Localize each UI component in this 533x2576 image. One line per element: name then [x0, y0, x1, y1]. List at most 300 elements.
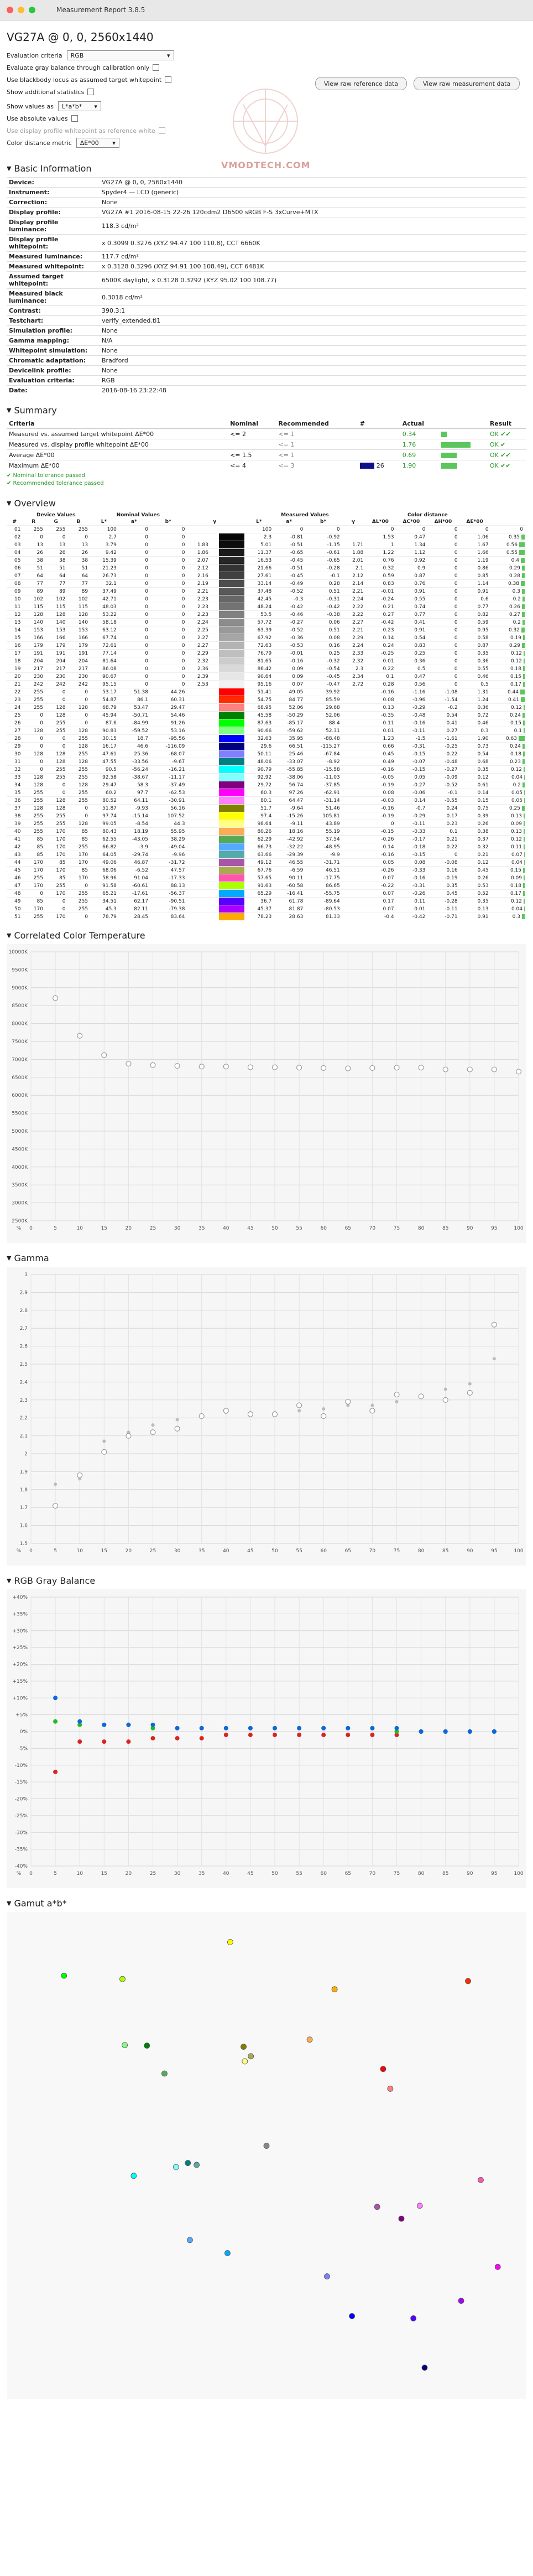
gamut-point	[264, 2143, 269, 2149]
color-swatch-cell	[219, 564, 244, 572]
overview-cell: 0.35	[427, 882, 459, 890]
overview-cell: -116.09	[150, 743, 186, 750]
minimize-window-button[interactable]	[18, 7, 24, 13]
nominal-cell: <= 2	[228, 429, 276, 439]
overview-cell: 56.16	[150, 805, 186, 812]
overview-cell: 0	[67, 812, 90, 820]
basic-info-row	[7, 208, 526, 217]
overview-row	[7, 704, 526, 712]
delta-e-value: 0.26	[509, 604, 520, 610]
overview-cell: 82.11	[118, 905, 150, 913]
close-window-button[interactable]	[7, 7, 13, 13]
color-swatch-cell	[219, 681, 244, 688]
color-swatch-cell	[219, 727, 244, 735]
overview-cell	[342, 750, 365, 758]
overview-cell	[342, 828, 365, 836]
color-swatch-cell	[219, 913, 244, 921]
overview-cell: -1.54	[427, 696, 459, 704]
data-point	[346, 1733, 350, 1737]
overview-cell: -29.74	[118, 851, 150, 859]
overview-cell	[210, 789, 220, 797]
overview-cell: 128	[45, 611, 67, 619]
overview-cell	[210, 727, 220, 735]
overview-cell: 85	[22, 843, 45, 851]
summary-section-toggle[interactable]	[7, 405, 526, 416]
overview-cell: 21.66	[244, 564, 273, 572]
data-point	[126, 1739, 130, 1744]
overview-cell: -56.24	[118, 766, 150, 774]
delta-e-cell	[490, 766, 526, 774]
gamut-point	[122, 2043, 128, 2048]
chart-background	[7, 1912, 526, 2399]
data-point	[150, 1430, 155, 1435]
overview-cell: 191	[67, 650, 90, 657]
overview-cell	[342, 898, 365, 905]
overview-cell: 49	[7, 898, 22, 905]
overview-cell: 255	[22, 820, 45, 828]
delta-e-bar	[523, 682, 525, 687]
overview-row	[7, 758, 526, 766]
delta-e-value: 0.09	[510, 821, 522, 827]
overview-cell: 88.13	[150, 882, 186, 890]
overview-cell: 58.18	[90, 619, 118, 626]
delta-e-value: 0.04	[511, 906, 522, 912]
nominal-point	[54, 1483, 57, 1486]
x-tick-label: 40	[223, 1548, 229, 1554]
basic-info-row	[7, 289, 526, 306]
overview-cell: -0.35	[365, 712, 395, 719]
overview-cell: 67.74	[90, 634, 118, 642]
overview-cell: 140	[67, 619, 90, 626]
overview-cell: 170	[45, 890, 67, 898]
overview-cell: 1.86	[186, 549, 210, 557]
overview-cell: 0.16	[305, 642, 341, 650]
overview-cell: 0	[273, 526, 305, 533]
basic-info-row	[7, 326, 526, 336]
overview-cell: 0.09	[273, 673, 305, 681]
data-point	[467, 1067, 472, 1072]
overview-cell: 170	[45, 913, 67, 921]
summary-header-cell: Recommended	[276, 419, 358, 429]
x-tick-label: 70	[369, 1871, 376, 1877]
delta-e-value: 0.32	[508, 627, 520, 633]
overview-cell	[342, 781, 365, 789]
overview-cell	[210, 851, 220, 859]
overview-cell: 255	[45, 526, 67, 533]
delta-e-bar	[524, 767, 525, 772]
delta-e-cell	[490, 595, 526, 603]
overview-cell: 204	[67, 657, 90, 665]
overview-cell	[342, 913, 365, 921]
overview-header-cell: a*	[286, 519, 292, 525]
summary-header-cell: #	[358, 419, 400, 429]
overview-cell: 11	[7, 603, 22, 611]
overview-cell: 33	[7, 774, 22, 781]
color-swatch	[219, 913, 244, 920]
overview-cell: 0	[427, 634, 459, 642]
overview-cell: 39.92	[305, 688, 341, 696]
overview-cell	[210, 549, 220, 557]
overview-cell: -56.37	[150, 890, 186, 898]
actual-bar	[441, 453, 457, 458]
summary-row	[7, 460, 526, 471]
overview-cell: 87.6	[90, 719, 118, 727]
overview-cell: 35.95	[273, 735, 305, 743]
overview-cell: -48.95	[305, 843, 341, 851]
x-tick-label: 60	[320, 1871, 327, 1877]
nominal-point	[297, 1409, 301, 1412]
overview-cell: 242	[67, 681, 90, 688]
overview-cell: 0	[67, 533, 90, 541]
overview-cell: 0	[22, 766, 45, 774]
x-tick-label: 85	[442, 1871, 449, 1877]
overview-cell	[186, 688, 210, 696]
overview-cell	[186, 828, 210, 836]
overview-cell: 66.51	[273, 743, 305, 750]
color-swatch-cell	[219, 867, 244, 874]
overview-cell: -0.29	[396, 812, 427, 820]
overview-cell: 0.49	[365, 758, 395, 766]
view-measurement-button[interactable]: View raw measurement data	[414, 77, 520, 90]
overview-cell: 05	[7, 557, 22, 564]
overview-row	[7, 843, 526, 851]
gray-balance-checkbox[interactable]	[153, 64, 159, 71]
delta-e-value: 0.15	[510, 720, 521, 726]
overview-cell: 91.04	[118, 874, 150, 882]
overview-cell: 03	[7, 541, 22, 549]
delta-e-value: 0.38	[508, 580, 519, 587]
color-swatch-cell	[219, 735, 244, 743]
delta-e-value: 0.18	[510, 751, 521, 757]
overview-cell: -0.46	[273, 611, 305, 619]
overview-cell: 1.34	[396, 541, 427, 549]
chart-background	[7, 944, 526, 1243]
bar-cell	[439, 460, 488, 471]
nominal-cell	[228, 439, 276, 450]
overview-cell: 0	[427, 580, 459, 588]
color-distance-select[interactable]	[76, 138, 119, 148]
color-swatch	[219, 758, 244, 765]
overview-cell: -0.15	[365, 828, 395, 836]
basic-info-row	[7, 336, 526, 346]
overview-cell: 0	[118, 564, 150, 572]
overview-cell	[186, 735, 210, 743]
overview-cell: -0.07	[396, 758, 427, 766]
color-swatch-cell	[219, 611, 244, 619]
gamut-section-toggle[interactable]	[7, 1898, 526, 1909]
overview-cell: 0	[427, 626, 459, 634]
overview-cell: -0.15	[396, 766, 427, 774]
overview-cell: 1.31	[459, 688, 490, 696]
recommended-cell: <= 1	[276, 429, 358, 439]
overview-cell: 18.19	[118, 828, 150, 836]
overview-cell: 89	[22, 588, 45, 595]
overview-cell: -0.96	[396, 696, 427, 704]
overview-cell: -0.01	[365, 588, 395, 595]
reference-white-checkbox[interactable]	[159, 127, 165, 134]
gamut-point	[131, 2173, 137, 2179]
overview-cell	[186, 696, 210, 704]
overview-row	[7, 564, 526, 572]
overview-cell: -0.52	[273, 588, 305, 595]
overview-cell: 0.01	[365, 657, 395, 665]
data-point	[126, 1061, 131, 1066]
overview-cell: -17.75	[305, 874, 341, 882]
delta-e-value: 0.2	[513, 596, 521, 602]
overview-cell: 28.45	[118, 913, 150, 921]
overview-cell: 2.25	[186, 626, 210, 634]
overview-cell: 0.22	[365, 665, 395, 673]
overview-cell: 0.12	[459, 859, 490, 867]
bar-cell	[439, 439, 488, 450]
actual-bar	[441, 432, 447, 437]
overview-cell: 1.06	[459, 533, 490, 541]
overview-cell: 0.07	[365, 905, 395, 913]
overview-cell: 67.76	[244, 867, 273, 874]
overview-cell: 0.23	[427, 820, 459, 828]
basic-info-row	[7, 316, 526, 326]
overview-cell: 128	[22, 611, 45, 619]
y-tick-label: 2.4	[19, 1380, 28, 1386]
overview-cell: 0	[150, 626, 186, 634]
delta-e-bar	[522, 713, 525, 718]
overview-cell: 0.13	[459, 905, 490, 913]
gamut-point	[248, 2054, 254, 2059]
overview-cell: 2.23	[186, 595, 210, 603]
overview-cell: 0	[118, 580, 150, 588]
overview-cell: 66.73	[244, 843, 273, 851]
overview-cell: 62.17	[118, 898, 150, 905]
overview-cell: -0.48	[427, 758, 459, 766]
overview-cell: 90.11	[273, 874, 305, 882]
x-tick-label: 35	[198, 1548, 205, 1554]
color-swatch-cell	[219, 533, 244, 541]
overview-cell: 38	[7, 812, 22, 820]
color-swatch-cell	[219, 595, 244, 603]
overview-cell: 38	[22, 557, 45, 564]
basic-info-value: Spyder4 — LCD (generic)	[100, 188, 526, 198]
overview-cell: 44.3	[150, 820, 186, 828]
y-tick-label: -5%	[18, 1746, 28, 1752]
overview-cell: -16.21	[150, 766, 186, 774]
overview-cell	[186, 533, 210, 541]
overview-cell: 1.67	[459, 541, 490, 549]
overview-cell: 60.31	[150, 696, 186, 704]
overview-cell: 45.37	[244, 905, 273, 913]
zoom-window-button[interactable]	[29, 7, 35, 13]
gamut-point	[241, 2044, 247, 2050]
overview-cell	[186, 820, 210, 828]
overview-cell: 128	[67, 727, 90, 735]
overview-cell: 2.12	[342, 572, 365, 580]
overview-title: Overview	[14, 498, 56, 509]
view-reference-button[interactable]: View raw reference data	[315, 77, 407, 90]
overview-cell: -0.42	[273, 603, 305, 611]
overview-cell	[210, 905, 220, 913]
gray-balance-label: Evaluate gray balance through calibration only	[7, 64, 150, 71]
additional-stats-checkbox[interactable]	[87, 89, 94, 95]
overview-cell: 115	[45, 603, 67, 611]
show-values-select[interactable]	[58, 101, 101, 111]
nominal-point	[322, 1407, 325, 1411]
overview-cell	[210, 696, 220, 704]
overview-cell	[342, 805, 365, 812]
overview-cell: -0.38	[305, 611, 341, 619]
overview-cell	[210, 805, 220, 812]
overview-cell	[210, 526, 220, 533]
delta-e-value: 0.1	[514, 728, 522, 734]
overview-cell	[210, 820, 220, 828]
overview-cell: 140	[45, 619, 67, 626]
overview-cell: -0.32	[305, 657, 341, 665]
blackbody-checkbox[interactable]	[165, 76, 171, 83]
overview-cell: 51	[67, 564, 90, 572]
overview-cell: 102	[67, 595, 90, 603]
data-point	[126, 1723, 130, 1727]
overview-cell: 08	[7, 580, 22, 588]
overview-cell: 29.6	[244, 743, 273, 750]
cct-section-toggle[interactable]	[7, 930, 526, 941]
overview-cell: -15.58	[305, 766, 341, 774]
color-swatch	[219, 774, 244, 781]
overview-header-cell: ΔH*00	[434, 519, 452, 525]
delta-e-value: 0.12	[510, 658, 522, 664]
overview-cell: 0	[118, 557, 150, 564]
overview-row	[7, 913, 526, 921]
color-swatch	[219, 688, 244, 696]
overview-cell: 12	[7, 611, 22, 619]
overview-cell: 0.58	[459, 634, 490, 642]
overview-row	[7, 696, 526, 704]
overview-cell: 55.19	[305, 828, 341, 836]
x-tick-label: 50	[271, 1548, 278, 1554]
data-point	[321, 1726, 326, 1730]
x-tick-label: 20	[125, 1548, 132, 1554]
overview-cell	[342, 905, 365, 913]
overview-cell: 0	[118, 549, 150, 557]
basic-info-value: 2016-08-16 23:22:48	[100, 386, 526, 396]
overview-cell: 128	[45, 805, 67, 812]
overview-cell: 0.14	[365, 843, 395, 851]
delta-e-value: 0.05	[511, 797, 522, 804]
color-swatch-cell	[219, 688, 244, 696]
overview-section-toggle[interactable]	[7, 498, 526, 509]
overview-cell: -31.71	[305, 859, 341, 867]
overview-cell: -89.64	[305, 898, 341, 905]
gray-balance-section-toggle[interactable]	[7, 1575, 526, 1586]
overview-cell: 0.87	[396, 572, 427, 580]
count-value: 26	[376, 462, 384, 469]
overview-cell: 22	[7, 688, 22, 696]
bar-cell	[439, 429, 488, 439]
absolute-values-label: Use absolute values	[7, 115, 68, 122]
delta-e-cell	[490, 836, 526, 843]
overview-cell: 36	[7, 797, 22, 805]
overview-cell: 02	[7, 533, 22, 541]
overview-cell: 0	[150, 572, 186, 580]
delta-e-bar	[524, 829, 525, 834]
overview-cell: -0.16	[365, 766, 395, 774]
overview-cell: 0	[427, 673, 459, 681]
overview-cell: -0.27	[396, 781, 427, 789]
overview-cell: 18.7	[118, 735, 150, 743]
overview-cell: 84.77	[273, 696, 305, 704]
absolute-values-checkbox[interactable]	[71, 115, 78, 122]
overview-cell: -0.29	[396, 704, 427, 712]
gamut-point	[324, 2274, 330, 2279]
overview-row	[7, 820, 526, 828]
x-tick-label: 0	[29, 1548, 33, 1554]
overview-row	[7, 859, 526, 867]
data-point	[151, 1736, 155, 1740]
overview-cell: 0.59	[365, 572, 395, 580]
x-tick-label: 100	[514, 1871, 524, 1877]
overview-cell	[186, 712, 210, 719]
overview-cell: 0.12	[459, 774, 490, 781]
y-tick-label: -25%	[14, 1813, 28, 1819]
overview-cell: 0	[427, 650, 459, 657]
basic-info-row	[7, 252, 526, 262]
data-point	[223, 1408, 228, 1413]
y-tick-label: +40%	[12, 1595, 28, 1600]
color-swatch	[219, 812, 244, 820]
basic-info-key: Measured whitepoint:	[7, 262, 100, 272]
overview-cell	[342, 867, 365, 874]
overview-cell: -0.33	[396, 867, 427, 874]
gamma-section-toggle[interactable]	[7, 1253, 526, 1263]
overview-cell: 170	[22, 859, 45, 867]
overview-cell: 62.55	[90, 836, 118, 843]
overview-cell: 0.53	[459, 882, 490, 890]
overview-cell: 0.54	[459, 750, 490, 758]
data-point	[395, 1726, 399, 1730]
overview-cell: 0	[45, 898, 67, 905]
overview-cell: 0.28	[365, 681, 395, 688]
overview-row	[7, 836, 526, 843]
overview-cell: 0	[45, 789, 67, 797]
color-distance-label: Color distance metric	[7, 139, 72, 147]
overview-cell: 80.1	[244, 797, 273, 805]
overview-cell	[186, 781, 210, 789]
color-swatch	[219, 743, 244, 750]
overview-row	[7, 541, 526, 549]
reference-white-label: Use display profile whitepoint as reference white	[7, 127, 155, 134]
window-titlebar	[0, 0, 533, 20]
basic-info-row	[7, 272, 526, 289]
x-tick-label: 95	[491, 1226, 498, 1231]
overview-cell: 170	[45, 836, 67, 843]
delta-e-cell	[490, 557, 526, 564]
overview-cell	[210, 595, 220, 603]
overview-cell: 0	[427, 526, 459, 533]
color-swatch-cell	[219, 673, 244, 681]
y-tick-label: +20%	[12, 1662, 28, 1668]
x-tick-label: 15	[101, 1548, 108, 1554]
overview-cell: 0	[427, 588, 459, 595]
overview-cell: 0.28	[305, 580, 341, 588]
data-point	[273, 1065, 278, 1070]
x-tick-label: 10	[76, 1871, 83, 1877]
overview-cell: -49.04	[150, 843, 186, 851]
data-point	[53, 1719, 58, 1724]
overview-cell: 0	[396, 526, 427, 533]
overview-cell: 166	[45, 634, 67, 642]
data-point	[370, 1733, 374, 1737]
data-point	[273, 1733, 277, 1737]
x-tick-label: 70	[369, 1548, 376, 1554]
evaluation-criteria-select[interactable]	[67, 50, 174, 60]
color-swatch-cell	[219, 696, 244, 704]
